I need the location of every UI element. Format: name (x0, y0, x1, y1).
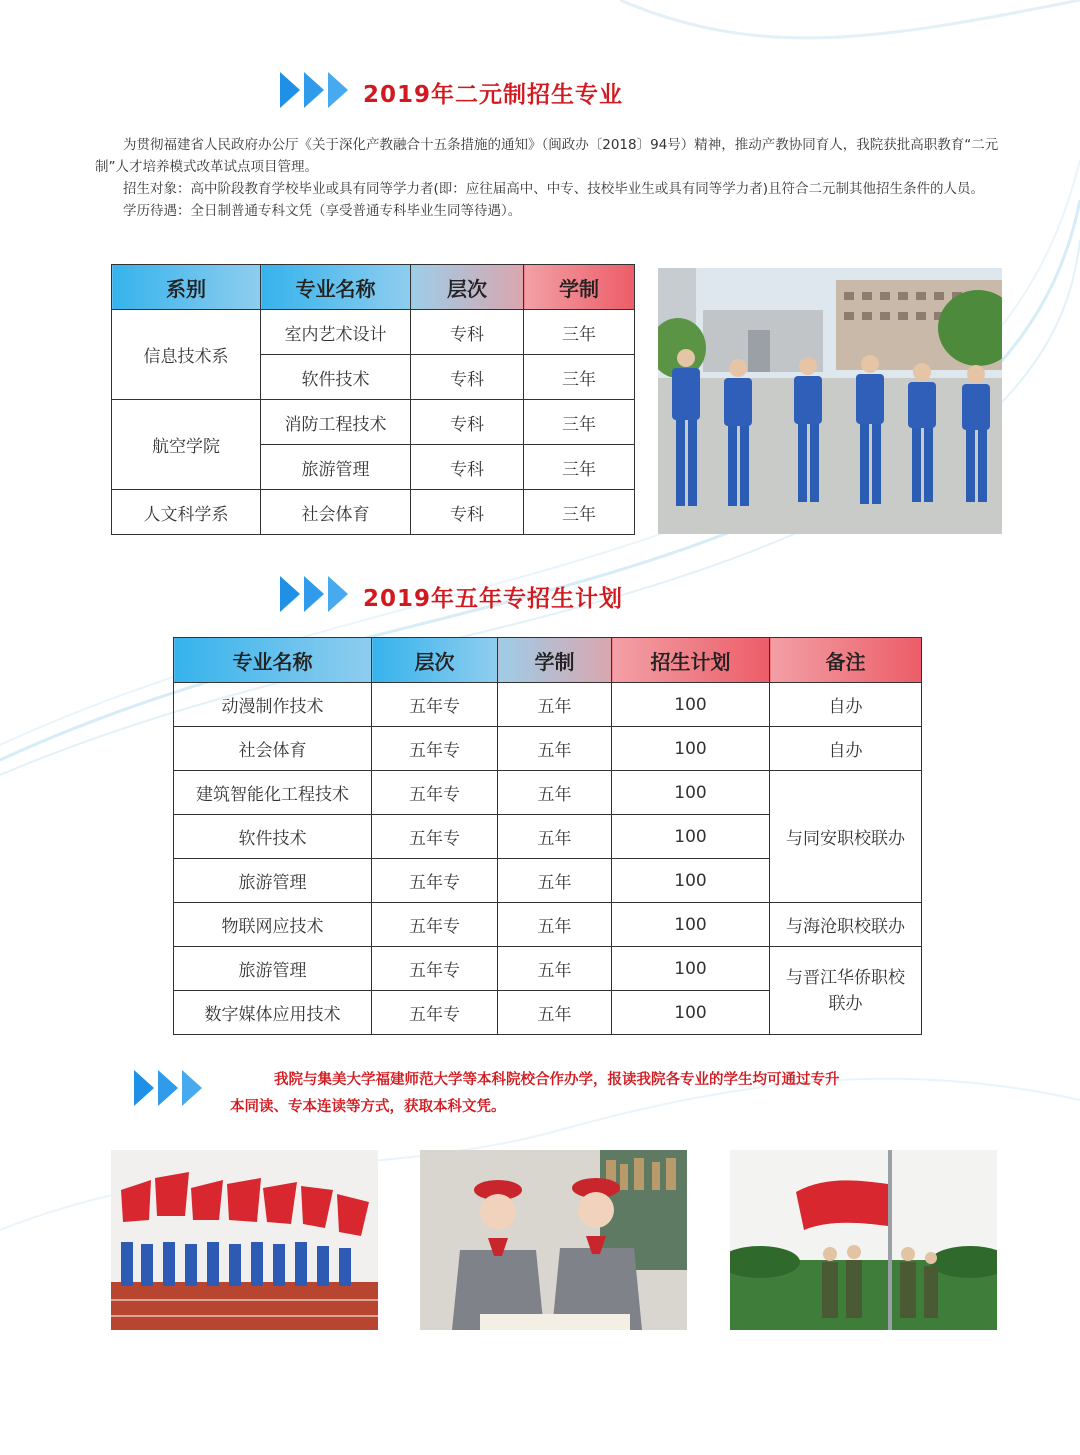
remark-cell: 自办 (770, 727, 922, 771)
level-cell: 五年专 (372, 727, 498, 771)
plan-cell: 100 (612, 947, 770, 991)
plan-cell: 100 (612, 771, 770, 815)
dept-cell: 人文科学系 (112, 490, 261, 535)
major-cell: 动漫制作技术 (174, 683, 372, 727)
table-row (174, 683, 922, 727)
plan-cell: 100 (612, 859, 770, 903)
header-major: 专业名称 (261, 265, 411, 310)
table-row (174, 727, 922, 771)
remark-cell: 与同安职校联办 (770, 771, 922, 903)
table-row (174, 771, 922, 815)
section2-title: 2019年五年专招生计划 (363, 586, 624, 612)
header-level: 层次 (411, 265, 524, 310)
plan-cell: 100 (612, 683, 770, 727)
remark-cell: 自办 (770, 683, 922, 727)
header-plan: 招生计划 (612, 638, 770, 683)
table-row (112, 490, 635, 535)
duration-cell: 五年 (498, 991, 612, 1035)
table-row (174, 903, 922, 947)
duration-cell: 五年 (498, 903, 612, 947)
major-cell: 社会体育 (174, 727, 372, 771)
dept-cell: 信息技术系 (112, 310, 261, 400)
level-cell: 五年专 (372, 947, 498, 991)
level-cell: 专科 (411, 310, 524, 355)
table-row (112, 310, 635, 355)
table-row (174, 947, 922, 991)
intro-paragraph-3: 学历待遇：全日制普通专科文凭（享受普通专科毕业生同等待遇）。 (123, 203, 522, 219)
bottom-arrows-icon (134, 1070, 202, 1106)
photo-students-marching (658, 268, 1002, 534)
duration-cell: 三年 (524, 310, 635, 355)
major-cell: 软件技术 (174, 815, 372, 859)
header-duration: 学制 (524, 265, 635, 310)
section2-arrows-icon (280, 576, 348, 612)
remark-line-2: 联办 (828, 993, 863, 1014)
remark-line-1: 与晋江华侨职校 (786, 967, 905, 988)
major-cell: 社会体育 (261, 490, 411, 535)
five-year-plan-table (173, 637, 922, 1035)
duration-cell: 五年 (498, 815, 612, 859)
level-cell: 五年专 (372, 859, 498, 903)
intro-paragraph-2: 招生对象：高中阶段教育学校毕业或具有同等学力者(即：应往届高中、中专、技校毕业生或具有同等学力者)且符合二元制其他招生条件的人员。 (123, 181, 985, 197)
intro-paragraph-1: 为贯彻福建省人民政府办公厅《关于深化产教融合十五条措施的通知》（闽政办〔2018〕94号）精神，推动产教协同育人，我院获批高职教育“二元制”人才培养模式改革试点项目管理。 (95, 137, 999, 175)
remark-cell (770, 947, 922, 1035)
intro-text (95, 134, 1005, 222)
duration-cell: 五年 (498, 683, 612, 727)
level-cell: 五年专 (372, 683, 498, 727)
duration-cell: 五年 (498, 771, 612, 815)
duration-cell: 五年 (498, 859, 612, 903)
level-cell: 五年专 (372, 991, 498, 1035)
header-dept: 系别 (112, 265, 261, 310)
major-cell: 旅游管理 (174, 947, 372, 991)
header-major: 专业名称 (174, 638, 372, 683)
duration-cell: 三年 (524, 400, 635, 445)
duration-cell: 三年 (524, 445, 635, 490)
major-cell: 数字媒体应用技术 (174, 991, 372, 1035)
remark-cell: 与海沧职校联办 (770, 903, 922, 947)
level-cell: 五年专 (372, 903, 498, 947)
level-cell: 五年专 (372, 771, 498, 815)
header-duration: 学制 (498, 638, 612, 683)
level-cell: 专科 (411, 490, 524, 535)
dept-cell: 航空学院 (112, 400, 261, 490)
major-cell: 旅游管理 (261, 445, 411, 490)
table-header-row (112, 265, 635, 310)
header-remark: 备注 (770, 638, 922, 683)
major-cell: 旅游管理 (174, 859, 372, 903)
plan-cell: 100 (612, 727, 770, 771)
plan-cell: 100 (612, 903, 770, 947)
duration-cell: 五年 (498, 727, 612, 771)
dual-system-majors-table (111, 264, 635, 535)
table-row (112, 400, 635, 445)
level-cell: 五年专 (372, 815, 498, 859)
cooperation-note (230, 1067, 990, 1121)
major-cell: 消防工程技术 (261, 400, 411, 445)
photo-flag-salute (730, 1150, 997, 1330)
note-line-1: 我院与集美大学福建师范大学等本科院校合作办学，报读我院各专业的学生均可通过专升 (274, 1072, 840, 1088)
photo-flag-parade (111, 1150, 378, 1330)
major-cell: 软件技术 (261, 355, 411, 400)
plan-cell: 100 (612, 815, 770, 859)
table-header-row (174, 638, 922, 683)
level-cell: 专科 (411, 445, 524, 490)
note-line-2: 本同读、专本连读等方式，获取本科文凭。 (230, 1099, 506, 1115)
duration-cell: 三年 (524, 355, 635, 400)
duration-cell: 五年 (498, 947, 612, 991)
plan-cell: 100 (612, 991, 770, 1035)
section1-title: 2019年二元制招生专业 (363, 82, 624, 108)
header-level: 层次 (372, 638, 498, 683)
duration-cell: 三年 (524, 490, 635, 535)
level-cell: 专科 (411, 400, 524, 445)
major-cell: 物联网应技术 (174, 903, 372, 947)
level-cell: 专科 (411, 355, 524, 400)
major-cell: 建筑智能化工程技术 (174, 771, 372, 815)
photo-flight-attendants (420, 1150, 687, 1330)
major-cell: 室内艺术设计 (261, 310, 411, 355)
section1-arrows-icon (280, 72, 348, 108)
